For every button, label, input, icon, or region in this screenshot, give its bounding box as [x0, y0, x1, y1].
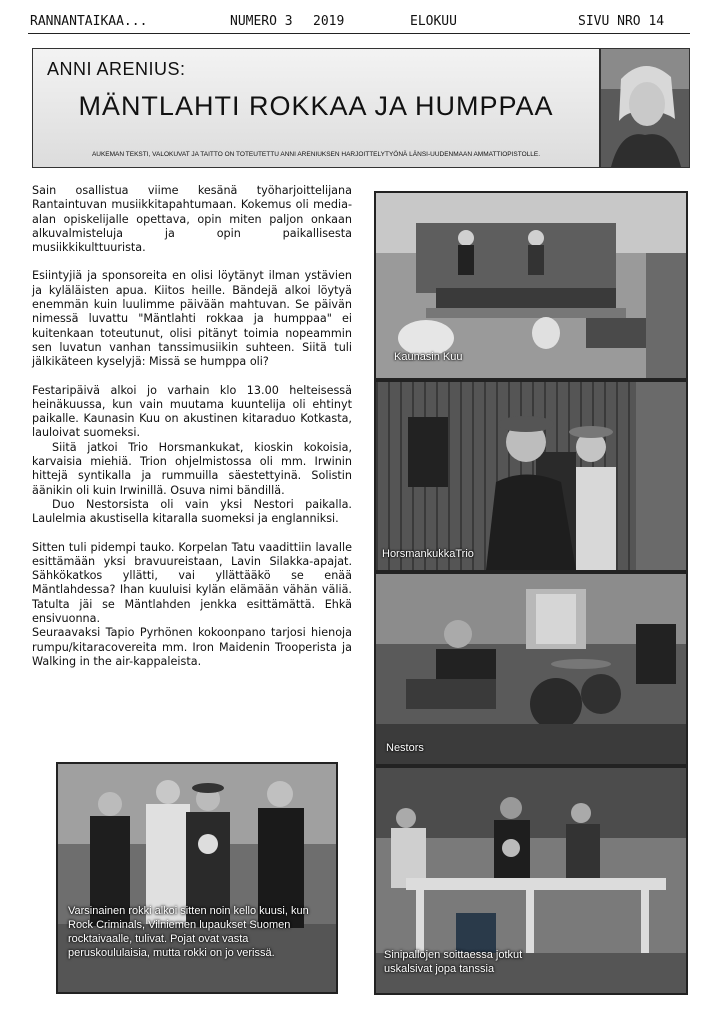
- paragraph: Festaripäivä alkoi jo varhain klo 13.00 helteisessä heinäkuussa, kun vain muutama kuuntelija oli ehtinyt paikalle. Kaunasin Kuu on akustinen kitaraduo Kotkasta, lauloivat suomeksi.: [32, 383, 352, 440]
- photo-sinipallot: [374, 766, 688, 995]
- paragraph: Sain osallistua viime kesänä työharjoittelijana Rantaintuvan musiikkitapahtumaan. Kokemus oli media-alan opiskelijalle opettava, opin miten paljon onkaan alkuvalmisteluja ja opin paikallisesta musiikkikulttuurista.: [32, 184, 352, 255]
- issue-number: NUMERO 3: [230, 14, 293, 29]
- photo-kaunasin-kuu: [374, 191, 688, 380]
- photo-horsmankukka-trio: [374, 380, 688, 572]
- header-divider: [28, 33, 690, 34]
- paper-name: RANNANTAIKAA...: [30, 14, 148, 29]
- page-header: [30, 10, 688, 32]
- paragraph: Sitten tuli pidempi tauko. Korpelan Tatu vaadittiin lavalle esittämään yksi bravuureistaan, Lavin Silakka-apajat. Sähkökatkos yllätti, vai yllättääkö se enää Mäntlahdessa? Ihan kuuluisi kylän elämään vähän väliä. Tatulta jäi se Mäntlahden jenkka esittämättä. Ehkä ensivuonna.: [32, 540, 352, 626]
- issue-month: ELOKUU: [410, 14, 457, 29]
- author-portrait: [600, 48, 690, 168]
- photo-nestors: [374, 572, 688, 766]
- paragraph: Seuraavaksi Tapio Pyrhönen kokoonpano tarjosi hienoja rumpu/kitaracovereita mm. Iron Maidenin Trooperista ja Walking in the air-kappaleista.: [32, 626, 352, 668]
- issue-year: 2019: [313, 14, 345, 29]
- author-name: ANNI ARENIUS:: [47, 59, 186, 79]
- credit-line: AUKEMAN TEKSTI, VALOKUVAT JA TAITTO ON TOTEUTETTU ANNI ARENIUKSEN HARJOITTELYTYÖNÄ LÄNSI-UUDENMAAN AMMATTIOPISTOLLE.: [91, 151, 541, 158]
- photo-caption: Nestors: [386, 742, 424, 754]
- photo-rock-criminals: [56, 762, 338, 994]
- photo-caption: Varsinainen rokki alkoi sitten noin kello kuusi, kun Rock Criminals, Vilniemen lupaukset Suomen rocktaivaalle, tulivat. Pojat ovat vasta peruskoululaisia, mutta rokki on jo verissä.: [68, 905, 309, 959]
- headline: MÄNTLAHTI ROKKAA JA HUMPPAA: [78, 91, 554, 121]
- paragraph: Duo Nestorsista oli vain yksi Nestori paikalla. Laulelmia akustisella kitaralla suomeksi ja englanniksi.: [32, 497, 352, 526]
- photo-caption: Sinipallojen soittaessa jotkut uskalsivat jopa tanssia: [384, 949, 523, 975]
- article-body: [32, 184, 352, 669]
- photo-caption: Kaunasin Kuu: [394, 351, 463, 363]
- paragraph: Siitä jatkoi Trio Horsmankukat, kioskin kokoisia, karvaisia miehiä. Trion ohjelmistossa oli mm. Irwinin hittejä syntikalla ja rummuilla säestettyinä. Solistin äänikin oli kuin Irwinillä. Osuva nimi bändillä.: [32, 440, 352, 497]
- photo-caption: HorsmankukkaTrio: [382, 548, 474, 560]
- paragraph: Esiintyjiä ja sponsoreita en olisi löytänyt ilman ystävien ja kyläläisten apua. Kiitos heille. Bändejä alkoi löytyä enemmän kuin luulimme päivään mahtuvan. Se päivän nimessä luvattu "Mäntlahti rokkaa ja humppaa" ei kuitenkaan toteutunut, olisi pitänyt toimia nopeammin sen luvatun vanhan tanssimusiikin suhteen. Siitä tuli jälkikäteen kyselyjä: Missä se humppa oli?: [32, 269, 352, 369]
- page-number: SIVU NRO 14: [578, 14, 665, 29]
- title-box: [32, 48, 600, 168]
